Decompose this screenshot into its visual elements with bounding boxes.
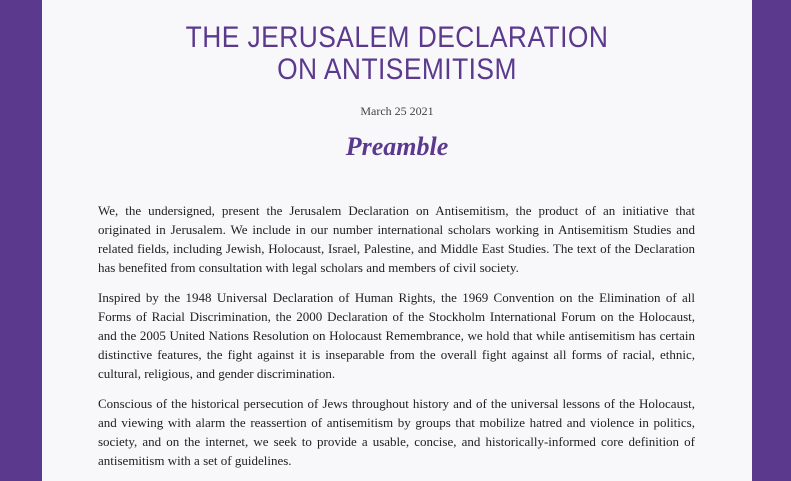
document-date: March 25 2021	[360, 104, 434, 118]
document-body	[98, 201, 695, 481]
section-heading: Preamble	[345, 132, 449, 161]
paragraph-1: We, the undersigned, present the Jerusalem Declaration on Antisemitism, the product of an initiative that originated in Jerusalem. We include in our number international scholars working in Antisemitism Studies and related fields, including Jewish, Holocaust, Israel, Palestine, and Middle East Studies. The text of the Declaration has benefited from consultation with legal scholars and members of civil society.	[98, 203, 695, 275]
document-title	[85, 22, 710, 86]
title-line-1: THE JERUSALEM DECLARATION	[185, 21, 609, 54]
title-line-2: ON ANTISEMITISM	[277, 53, 517, 86]
paragraph-2: Inspired by the 1948 Universal Declaration of Human Rights, the 1969 Convention on the Elimination of all Forms of Racial Discrimination, the 2000 Declaration of the Stockholm International Forum on the Holocaust, and the 2005 United Nations Resolution on Holocaust Remembrance, we hold that while antisemitism has certain distinctive features, the fight against it is inseparable from the overall fight against all forms of racial, ethnic, cultural, religious, and gender discrimination.	[98, 290, 695, 381]
paragraph-3: Conscious of the historical persecution of Jews throughout history and of the universal lessons of the Holocaust, and viewing with alarm the reassertion of antisemitism by groups that mobilize hatred and violence in politics, society, and on the internet, we seek to provide a usable, concise, and historically-informed core definition of antisemitism with a set of guidelines.	[98, 396, 695, 468]
document-page	[42, 0, 752, 481]
